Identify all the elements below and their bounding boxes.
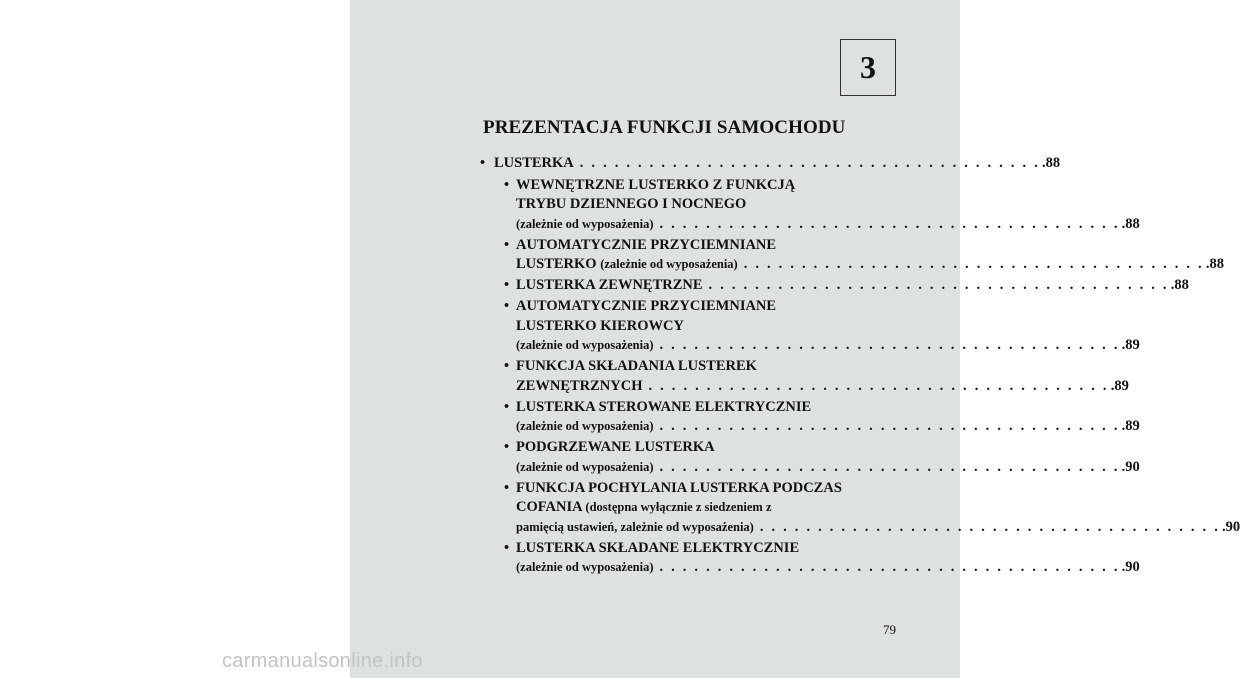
toc-entry-label: pamięcią ustawień, zależnie od wyposażenia) bbox=[516, 519, 754, 534]
toc-page-ref: .89 bbox=[1110, 377, 1129, 394]
toc-entry-line: WEWNĘTRZNE LUSTERKO Z FUNKCJĄ bbox=[516, 176, 796, 193]
manual-page bbox=[350, 0, 1240, 678]
toc-entry-label: (zależnie od wyposażenia) bbox=[516, 419, 654, 433]
toc-entry[interactable] bbox=[480, 276, 1189, 296]
dot-leader: . . . . . . . . . . . . . . . . . . . . . . . . . . . . . . . . . . . . . . . . bbox=[659, 215, 1120, 232]
bullet-icon: • bbox=[504, 539, 510, 556]
toc-entry-label: LUSTERKO (zależnie od wyposażenia) bbox=[516, 256, 738, 272]
chapter-number-box bbox=[840, 39, 896, 96]
toc-entry[interactable] bbox=[480, 438, 1140, 477]
toc-entry-label: (zależnie od wyposażenia) bbox=[516, 560, 654, 574]
dot-leader: . . . . . . . . . . . . . . . . . . . . . . . . . . . . . . . . . . . . . . . . bbox=[759, 518, 1221, 535]
toc-entry[interactable] bbox=[480, 297, 1140, 356]
bullet-icon: • bbox=[504, 439, 510, 455]
dot-leader: . . . . . . . . . . . . . . . . . . . . . . . . . . . . . . . . . . . . . . . . bbox=[743, 256, 1204, 272]
table-of-contents bbox=[480, 154, 1240, 579]
toc-entry[interactable] bbox=[480, 479, 1240, 538]
toc-page-ref: .88 bbox=[1121, 215, 1140, 232]
toc-entry-label: (zależnie od wyposażenia) bbox=[516, 216, 654, 231]
bullet-icon: • bbox=[480, 155, 486, 171]
toc-entry[interactable] bbox=[480, 236, 1225, 275]
toc-entry-line: LUSTERKO KIEROWCY bbox=[516, 317, 684, 334]
toc-entry-label: LUSTERKA bbox=[494, 155, 574, 171]
toc-entry[interactable] bbox=[480, 357, 1129, 396]
toc-page-ref: .89 bbox=[1121, 418, 1140, 434]
dot-leader: . . . . . . . . . . . . . . . . . . . . . . . . . . . . . . . . . . . . . . . . bbox=[659, 337, 1120, 353]
bullet-icon: • bbox=[504, 358, 510, 374]
toc-entry-line: COFANIA (dostępna wyłącznie z siedzeniem z bbox=[516, 499, 772, 515]
toc-entry-label: ZEWNĘTRZNYCH bbox=[516, 377, 643, 394]
bullet-icon: • bbox=[504, 236, 510, 253]
toc-entry-label: (zależnie od wyposażenia) bbox=[516, 459, 654, 474]
toc-page-ref: .90 bbox=[1121, 559, 1140, 575]
toc-entry[interactable] bbox=[480, 176, 1140, 235]
toc-page-ref: .90 bbox=[1222, 518, 1240, 535]
bullet-icon: • bbox=[504, 398, 510, 415]
toc-page-ref: .88 bbox=[1205, 256, 1225, 272]
toc-page-ref: .89 bbox=[1121, 337, 1140, 353]
blank-left-page bbox=[0, 0, 350, 678]
dot-leader: . . . . . . . . . . . . . . . . . . . . . . . . . . . . . . . . . . . . . . . . bbox=[659, 559, 1120, 575]
toc-entry[interactable] bbox=[480, 398, 1140, 437]
toc-entry-line: FUNKCJA POCHYLANIA LUSTERKA PODCZAS bbox=[516, 479, 842, 496]
bullet-icon: • bbox=[504, 277, 510, 293]
toc-entry[interactable] bbox=[480, 539, 1140, 578]
watermark: carmanualsonline.info bbox=[222, 650, 423, 672]
toc-page-ref: .88 bbox=[1041, 155, 1061, 171]
page-title: PREZENTACJA FUNKCJI SAMOCHODU bbox=[483, 117, 846, 138]
toc-entry-line: PODGRZEWANE LUSTERKA bbox=[516, 439, 715, 455]
toc-entry-line: LUSTERKA STEROWANE ELEKTRYCZNIE bbox=[516, 398, 812, 415]
toc-entry-line: AUTOMATYCZNIE PRZYCIEMNIANE bbox=[516, 236, 777, 253]
toc-entry-line: AUTOMATYCZNIE PRZYCIEMNIANE bbox=[516, 298, 777, 314]
bullet-icon: • bbox=[504, 176, 510, 193]
toc-entry-label: (zależnie od wyposażenia) bbox=[516, 338, 654, 352]
chapter-number: 3 bbox=[860, 49, 876, 85]
dot-leader: . . . . . . . . . . . . . . . . . . . . . . . . . . . . . . . . . . . . . . . . bbox=[708, 277, 1169, 293]
toc-entry-label: LUSTERKA ZEWNĘTRZNE bbox=[516, 277, 703, 293]
toc-page-ref: .88 bbox=[1170, 277, 1189, 293]
bullet-icon: • bbox=[504, 298, 510, 314]
toc-entry[interactable] bbox=[480, 154, 1061, 174]
dot-leader: . . . . . . . . . . . . . . . . . . . . . . . . . . . . . . . . . . . . . . . . bbox=[659, 458, 1120, 475]
dot-leader: . . . . . . . . . . . . . . . . . . . . . . . . . . . . . . . . . . . . . . . . bbox=[579, 155, 1040, 171]
bullet-icon: • bbox=[504, 479, 510, 496]
dot-leader: . . . . . . . . . . . . . . . . . . . . . . . . . . . . . . . . . . . . . . . . bbox=[648, 377, 1109, 394]
toc-entry-line: TRYBU DZIENNEGO I NOCNEGO bbox=[516, 196, 747, 212]
toc-page-ref: .90 bbox=[1121, 458, 1140, 475]
page-number: 79 bbox=[883, 622, 896, 637]
toc-entry-line: LUSTERKA SKŁADANE ELEKTRYCZNIE bbox=[516, 539, 800, 556]
toc-entry-line: FUNKCJA SKŁADANIA LUSTEREK bbox=[516, 358, 757, 374]
dot-leader: . . . . . . . . . . . . . . . . . . . . . . . . . . . . . . . . . . . . . . . . bbox=[659, 418, 1120, 434]
